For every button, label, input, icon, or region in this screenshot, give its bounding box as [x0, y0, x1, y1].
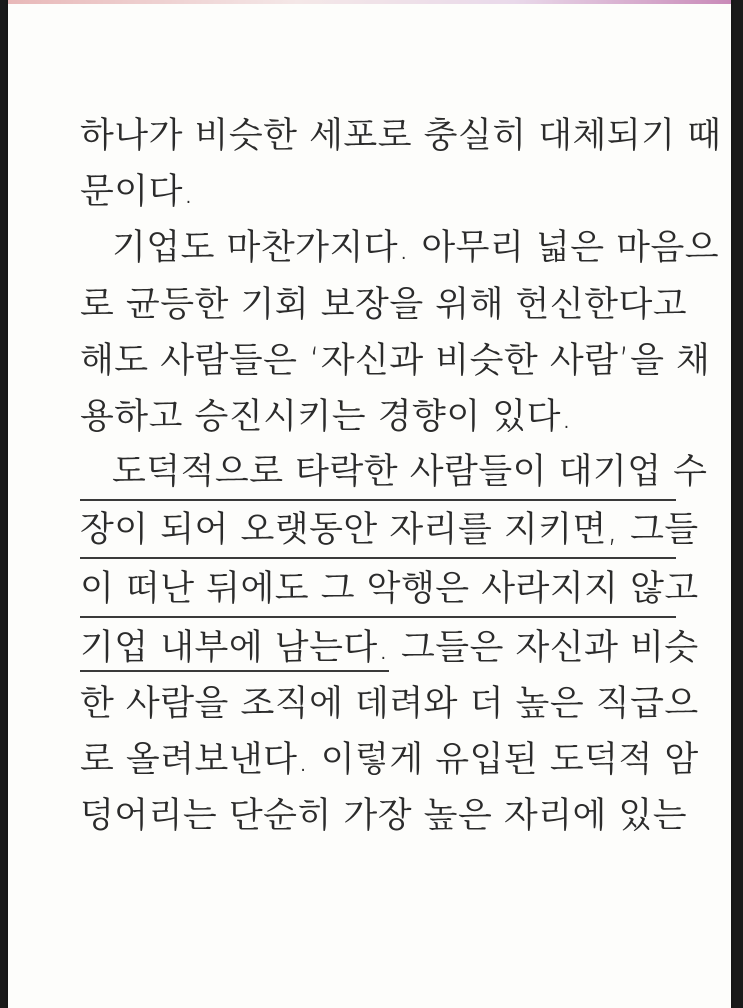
text-line: 한 사람을 조직에 데려와 더 높은 직급으 — [80, 683, 699, 724]
text-line: 덩어리는 단순히 가장 높은 자리에 있는 — [80, 796, 688, 837]
underlined-phrase: 기업 내부에 남는다. — [80, 628, 389, 672]
text-line: 하나가 비슷한 세포로 충실히 대체되기 때 — [80, 116, 722, 156]
text-line: 문이다. — [80, 172, 195, 213]
underlined-line: 도덕적으로 타락한 사람들이 대기업 수 — [80, 445, 676, 501]
text-line: 해도 사람들은 ‘자신과 비슷한 사람’을 채 — [80, 340, 711, 381]
text-segment: 그들은 자신과 비슷 — [389, 627, 699, 668]
page-edge — [8, 0, 731, 4]
book-page — [8, 0, 731, 1008]
text-line: 기업도 마찬가지다. 아무리 넓은 마음으 — [112, 228, 720, 269]
text-line: 로 균등한 기회 보장을 위해 헌신한다고 — [80, 284, 688, 325]
underlined-line: 장이 되어 오랫동안 자리를 지키면, 그들 — [80, 503, 676, 559]
underlined-line: 이 떠난 뒤에도 그 악행은 사라지지 않고 — [80, 562, 676, 618]
text-line: 로 올려보낸다. 이렇게 유입된 도덕적 암 — [80, 740, 699, 781]
text-line — [80, 620, 699, 676]
body-text — [80, 108, 722, 844]
text-line: 용하고 승진시키는 경향이 있다. — [80, 396, 573, 437]
